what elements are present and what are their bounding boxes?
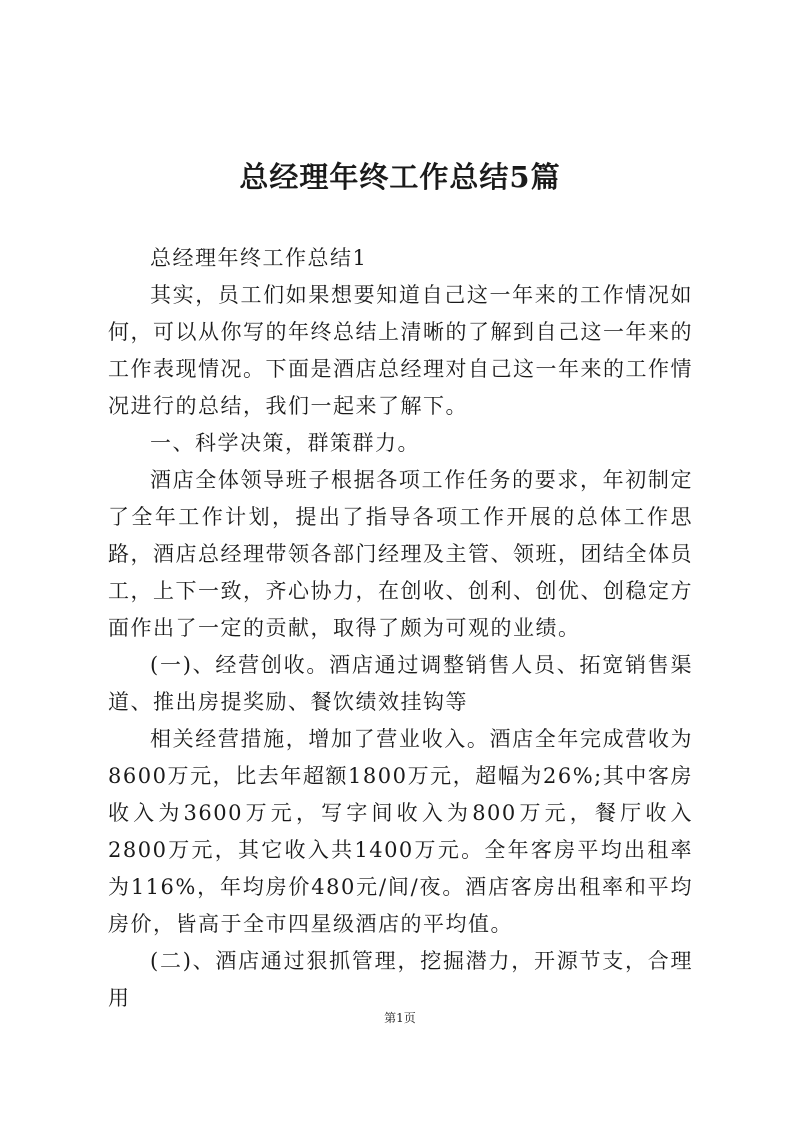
paragraph: 酒店全体领导班子根据各项工作任务的要求，年初制定了全年工作计划，提出了指导各项工作开展的总体工作思路，酒店总经理带领各部门经理及主管、领班，团结全体员工，上下一致，齐心协力，在创收、创利、创优、创稳定方面作出了一定的贡献，取得了颇为可观的业绩。 xyxy=(108,468,693,640)
document-title: 总经理年终工作总结5篇 xyxy=(239,160,561,194)
paragraph: (一)、经营创收。酒店通过调整销售人员、拓宽销售渠道、推出房提奖励、餐饮绩效挂钩等 xyxy=(108,653,693,714)
paragraph: 其实，员工们如果想要知道自己这一年来的工作情况如何，可以从你写的年终总结上清晰的了解到自己这一年来的工作表现情况。下面是酒店总经理对自己这一年来的工作情况进行的总结，我们一起来了解下。 xyxy=(108,283,693,418)
page-number: 第1页 xyxy=(384,1011,416,1025)
paragraph: 相关经营措施，增加了营业收入。酒店全年完成营收为8600万元，比去年超额1800万元，超幅为26%;其中客房收入为3600万元，写字间收入为800万元，餐厅收入2800万元，其它收入共1400万元。全年客房平均出租率为116%，年均房价480元/间/夜。酒店客房出租率和平均房价，皆高于全市四星级酒店的平均值。 xyxy=(108,727,693,936)
paragraph: 一、科学决策，群策群力。 xyxy=(150,431,420,455)
paragraph: (二)、酒店通过狠抓管理，挖掘潜力，开源节支，合理用 xyxy=(108,949,693,1010)
section-heading: 总经理年终工作总结1 xyxy=(150,246,368,270)
document-body xyxy=(108,240,693,1017)
